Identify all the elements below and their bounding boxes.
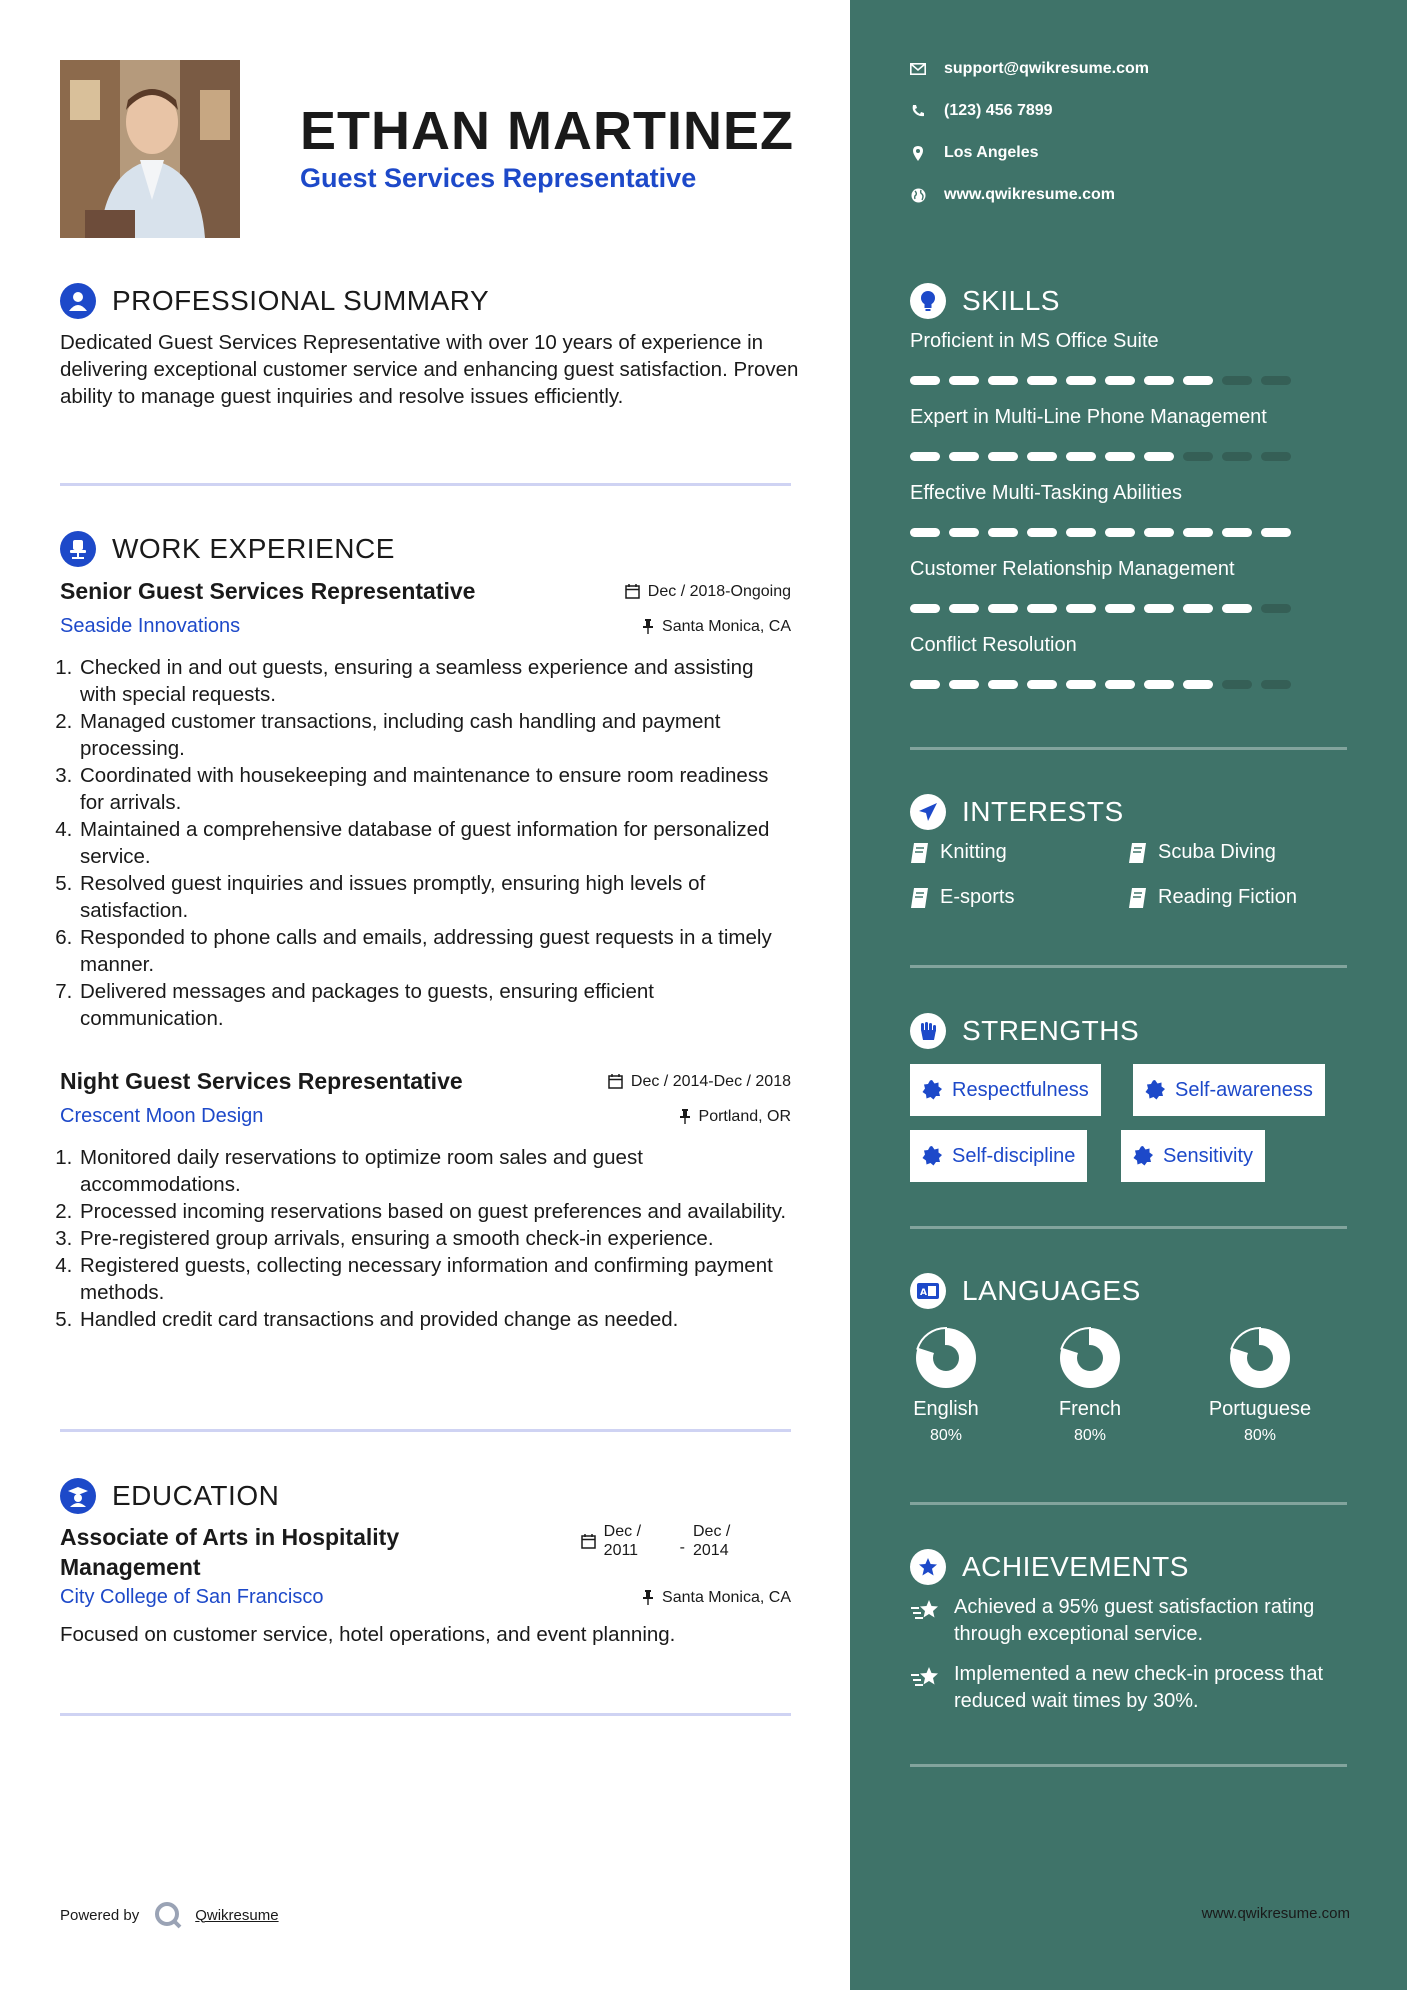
skill-item — [910, 482, 1347, 537]
badge-icon — [1133, 1146, 1153, 1166]
shooting-star-icon — [910, 1598, 940, 1622]
skill-dot — [1144, 604, 1174, 613]
summary-text: Dedicated Guest Services Representative with over 10 years of experience in delivering exceptional customer service and enhancing guest satisfaction. Proven ability to manage guest inquiries and resolve issues efficiently. — [60, 331, 799, 408]
education-dates — [581, 1522, 761, 1560]
job-bullet: 5. Resolved guest inquiries and issues promptly, ensuring high levels of satisfaction. — [78, 870, 791, 924]
job-entry — [60, 1068, 791, 1333]
profile-photo — [60, 60, 240, 238]
end-month: Dec / — [693, 1523, 731, 1540]
skill-rating — [910, 376, 1347, 385]
skill-name: Expert in Multi-Line Phone Management — [910, 406, 1267, 428]
achievement-item — [910, 1661, 1347, 1715]
skill-rating — [910, 528, 1347, 537]
skill-dot — [1261, 452, 1291, 461]
work-header — [60, 531, 395, 567]
language-percent: 80% — [929, 1427, 963, 1444]
job-location-text: Santa Monica, CA — [662, 617, 791, 635]
book-icon — [1128, 888, 1146, 908]
skill-dot — [1261, 528, 1291, 537]
job-date-text: Dec / 2018-Ongoing — [647, 582, 791, 600]
interest-item — [1128, 886, 1297, 909]
contact-phone — [910, 102, 1053, 120]
interest-item — [910, 841, 1007, 864]
language-percent: 80% — [1073, 1427, 1107, 1444]
start-month: Dec / — [603, 1523, 642, 1540]
job-bullets — [78, 1144, 791, 1333]
calendar-icon — [608, 1074, 623, 1089]
skill-dot — [949, 528, 979, 537]
globe-icon — [910, 187, 926, 203]
achievements-title: ACHIEVEMENTS — [962, 1551, 1189, 1582]
start-date — [604, 1522, 672, 1560]
lightbulb-icon — [910, 283, 946, 319]
strength-label: Self-discipline — [952, 1144, 1076, 1167]
school-location — [642, 1589, 791, 1607]
skills-title: SKILLS — [962, 285, 1060, 316]
skill-name: Effective Multi-Tasking Abilities — [910, 482, 1182, 504]
skill-dot — [949, 604, 979, 613]
skill-dot — [1222, 680, 1252, 689]
candidate-name: ETHAN MARTINEZ — [300, 101, 794, 161]
skill-dot — [1027, 528, 1057, 537]
interest-label: Knitting — [940, 841, 1007, 863]
job-bullet: 4. Maintained a comprehensive database of guest information for personalized service. — [78, 816, 791, 870]
paper-plane-icon — [910, 794, 946, 830]
skill-dot — [1144, 376, 1174, 385]
skill-rating — [910, 604, 1347, 613]
job-bullet: 1. Checked in and out guests, ensuring a seamless experience and assisting with special requests. — [78, 654, 791, 708]
skill-rating — [910, 452, 1347, 461]
skill-dot — [1105, 680, 1135, 689]
job-bullet: 2. Managed customer transactions, including cash handling and payment processing. — [78, 708, 791, 762]
language-donut-chart — [1058, 1326, 1122, 1390]
badge-icon — [1145, 1080, 1165, 1100]
languages-title: LANGUAGES — [962, 1275, 1141, 1306]
achievements-header — [910, 1549, 1189, 1585]
donut-hole — [1077, 1345, 1103, 1371]
start-year: 2011 — [603, 1542, 639, 1559]
skill-item — [910, 406, 1347, 461]
strengths-title: STRENGTHS — [962, 1015, 1140, 1046]
skill-dot — [910, 680, 940, 689]
badge-icon — [922, 1146, 942, 1166]
skill-dot — [988, 528, 1018, 537]
skill-dot — [1183, 604, 1213, 613]
sidebar — [850, 0, 1407, 1990]
contact-location — [910, 144, 1039, 162]
school-location-text: Santa Monica, CA — [662, 1588, 791, 1606]
skill-dot — [949, 376, 979, 385]
job-location — [679, 1108, 791, 1126]
end-date — [693, 1522, 761, 1560]
job-title: Senior Guest Services Representative — [60, 578, 476, 604]
job-bullet: 6. Responded to phone calls and emails, addressing guest requests in a timely manner. — [78, 924, 791, 978]
education-entry — [60, 1522, 791, 1648]
job-location-text: Portland, OR — [698, 1107, 791, 1125]
strength-label: Respectfulness — [952, 1078, 1089, 1101]
skill-dot — [1222, 528, 1252, 537]
language-donut-chart — [914, 1326, 978, 1390]
donut-hole — [933, 1345, 959, 1371]
education-title: EDUCATION — [112, 1480, 280, 1511]
footer-website[interactable]: www.qwikresume.com — [1201, 1905, 1350, 1922]
star-icon — [910, 1549, 946, 1585]
skill-dot — [1027, 604, 1057, 613]
end-year: 2014 — [693, 1542, 729, 1559]
date-dash: - — [679, 1539, 685, 1556]
skill-dot — [1027, 376, 1057, 385]
badge-icon — [922, 1080, 942, 1100]
office-chair-icon — [60, 531, 96, 567]
skill-item — [910, 330, 1347, 385]
skill-dot — [1144, 528, 1174, 537]
location-text: Los Angeles — [944, 144, 1039, 161]
graduate-icon — [60, 1478, 96, 1514]
section-divider — [910, 1502, 1347, 1505]
skill-dot — [910, 604, 940, 613]
job-bullet: 3. Pre-registered group arrivals, ensuring a smooth check-in experience. — [78, 1225, 791, 1252]
skill-dot — [1027, 680, 1057, 689]
summary-header — [60, 283, 489, 319]
language-item — [1054, 1326, 1126, 1445]
summary-title: PROFESSIONAL SUMMARY — [112, 285, 490, 316]
strength-tag — [1133, 1064, 1325, 1116]
skill-dot — [1183, 452, 1213, 461]
qwikresume-link[interactable]: Qwikresume — [195, 1906, 279, 1924]
section-divider — [60, 483, 791, 486]
achievement-text: Achieved a 95% guest satisfaction rating through exceptional service. — [954, 1596, 1315, 1645]
language-donut-chart — [1228, 1326, 1292, 1390]
skill-dot — [1261, 604, 1291, 613]
job-company: Crescent Moon Design — [60, 1105, 264, 1127]
map-pin-icon — [910, 145, 926, 161]
job-date — [608, 1073, 791, 1091]
skill-dot — [949, 452, 979, 461]
skill-dot — [988, 452, 1018, 461]
candidate-role: Guest Services Representative — [300, 163, 697, 193]
interest-item — [910, 886, 1014, 909]
website-text[interactable]: www.qwikresume.com — [944, 186, 1116, 203]
section-divider — [60, 1713, 791, 1716]
skill-dot — [1222, 452, 1252, 461]
pin-icon — [642, 619, 654, 634]
skill-dot — [1066, 452, 1096, 461]
translate-icon — [910, 1273, 946, 1309]
interest-label: Reading Fiction — [1158, 886, 1297, 908]
powered-by-label: Powered by — [60, 1906, 140, 1924]
education-description: Focused on customer service, hotel operations, and event planning. — [60, 1623, 676, 1646]
skill-dot — [988, 680, 1018, 689]
job-date — [625, 583, 791, 601]
strength-tag — [910, 1064, 1101, 1116]
job-bullet: 5. Handled credit card transactions and provided change as needed. — [78, 1306, 791, 1333]
skill-dot — [949, 680, 979, 689]
phone-text: (123) 456 7899 — [944, 102, 1053, 119]
skill-dot — [1261, 376, 1291, 385]
skill-dot — [1105, 604, 1135, 613]
skill-dot — [910, 528, 940, 537]
interest-item — [1128, 841, 1276, 864]
contact-website — [910, 186, 1115, 204]
skill-name: Proficient in MS Office Suite — [910, 330, 1159, 352]
education-header — [60, 1478, 279, 1514]
skill-dot — [988, 604, 1018, 613]
job-bullet: 1. Monitored daily reservations to optimize room sales and guest accommodations. — [78, 1144, 791, 1198]
job-company: Seaside Innovations — [60, 615, 241, 637]
job-bullet: 7. Delivered messages and packages to guests, ensuring efficient communication. — [78, 978, 791, 1032]
skill-dot — [910, 452, 940, 461]
skill-dot — [1261, 680, 1291, 689]
strength-tag — [1121, 1130, 1265, 1182]
qwikresume-logo-icon — [153, 1900, 183, 1930]
degree-title: Associate of Arts in Hospitality Management — [60, 1524, 400, 1580]
pin-icon — [642, 1590, 654, 1605]
calendar-icon — [625, 584, 640, 599]
achievement-text: Implemented a new check-in process that reduced wait times by 30%. — [954, 1663, 1324, 1712]
work-title: WORK EXPERIENCE — [112, 533, 395, 564]
skill-dot — [1144, 680, 1174, 689]
section-divider — [910, 747, 1347, 750]
language-name: English — [913, 1398, 979, 1420]
skill-rating — [910, 680, 1347, 689]
book-icon — [910, 843, 928, 863]
strength-label: Self-awareness — [1175, 1078, 1313, 1101]
skill-dot — [910, 376, 940, 385]
language-percent: 80% — [1243, 1427, 1277, 1444]
achievement-item — [910, 1594, 1347, 1648]
skill-dot — [1183, 528, 1213, 537]
language-item — [1200, 1326, 1320, 1445]
job-bullets — [78, 654, 791, 1032]
interests-header — [910, 794, 1124, 830]
strength-tag — [910, 1130, 1087, 1182]
skill-dot — [1027, 452, 1057, 461]
skill-item — [910, 634, 1347, 689]
interests-title: INTERESTS — [962, 796, 1124, 827]
svg-text:A: A — [920, 1288, 927, 1298]
job-bullet: 4. Registered guests, collecting necessary information and confirming payment methods. — [78, 1252, 791, 1306]
skill-name: Customer Relationship Management — [910, 558, 1235, 580]
skill-dot — [988, 376, 1018, 385]
job-location — [642, 618, 791, 636]
skill-dot — [1183, 680, 1213, 689]
job-title: Night Guest Services Representative — [60, 1068, 463, 1094]
school-name: City College of San Francisco — [60, 1586, 324, 1608]
skill-dot — [1066, 376, 1096, 385]
book-icon — [910, 888, 928, 908]
section-divider — [910, 1226, 1347, 1229]
skill-dot — [1066, 528, 1096, 537]
skill-dot — [1222, 376, 1252, 385]
calendar-icon — [581, 1534, 596, 1549]
powered-by — [60, 1900, 279, 1930]
job-bullet: 2. Processed incoming reservations based on guest preferences and availability. — [78, 1198, 791, 1225]
job-date-text: Dec / 2014-Dec / 2018 — [630, 1072, 791, 1090]
contact-email — [910, 60, 1149, 78]
language-name: French — [1058, 1398, 1122, 1420]
fist-icon — [910, 1013, 946, 1049]
section-divider — [910, 1764, 1347, 1767]
language-name: Portuguese — [1208, 1398, 1312, 1420]
skills-header — [910, 283, 1060, 319]
pin-icon — [679, 1109, 691, 1124]
strength-label: Sensitivity — [1163, 1144, 1254, 1167]
book-icon — [1128, 843, 1146, 863]
section-divider — [910, 965, 1347, 968]
skill-dot — [1105, 452, 1135, 461]
skill-dot — [1105, 376, 1135, 385]
user-icon — [60, 283, 96, 319]
section-divider — [60, 1429, 791, 1432]
interest-label: Scuba Diving — [1158, 841, 1276, 863]
donut-hole — [1247, 1345, 1273, 1371]
skill-dot — [1105, 528, 1135, 537]
skill-dot — [1066, 604, 1096, 613]
skill-dot — [1183, 376, 1213, 385]
job-entry — [60, 578, 791, 1032]
skill-dot — [1144, 452, 1174, 461]
skill-name: Conflict Resolution — [910, 634, 1077, 656]
shooting-star-icon — [910, 1665, 940, 1689]
skill-dot — [1066, 680, 1096, 689]
skill-dot — [1222, 604, 1252, 613]
languages-header — [910, 1273, 1141, 1309]
envelope-icon — [910, 61, 926, 77]
strengths-header — [910, 1013, 1139, 1049]
interest-label: E-sports — [940, 886, 1015, 908]
phone-icon — [910, 103, 926, 119]
job-bullet: 3. Coordinated with housekeeping and maintenance to ensure room readiness for arrivals. — [78, 762, 791, 816]
email-text[interactable]: support@qwikresume.com — [944, 60, 1149, 77]
skill-item — [910, 558, 1347, 613]
language-item — [910, 1326, 982, 1445]
